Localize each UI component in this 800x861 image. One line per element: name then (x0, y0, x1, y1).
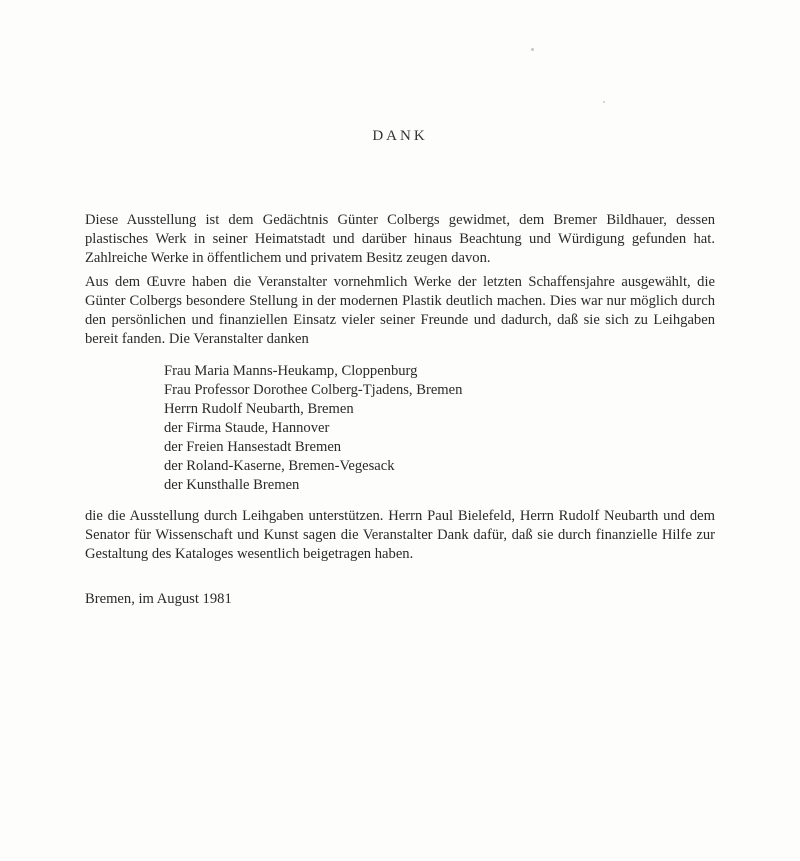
support-paragraph: die die Ausstellung durch Leihgaben unterstützen. Herrn Paul Bielefeld, Herrn Rudolf Neubarth und dem Senator für Wissenschaft und Kunst sagen die Veranstalter Dank dafür, daß sie durch finanzielle Hilfe zur Gestaltung des Kataloges wesentlich beigetragen haben. (85, 508, 715, 562)
lender-item: der Kunsthalle Bremen (164, 477, 300, 493)
paper-speck (531, 48, 534, 51)
lender-item: Frau Professor Dorothee Colberg-Tjadens, Bremen (164, 382, 463, 398)
place-date-line: Bremen, im August 1981 (85, 591, 232, 607)
intro-paragraph: Diese Ausstellung ist dem Gedächtnis Günter Colbergs gewidmet, dem Bremer Bildhauer, dessen plastisches Werk in seiner Heimatstadt und darüber hinaus Beachtung und Würdigung gefunden hat. Zahlreiche Werke in öffentlichem und privatem Besitz zeugen davon. (85, 212, 715, 266)
paper-speck (603, 101, 605, 103)
page-title: DANK (372, 128, 428, 144)
lender-item: Herrn Rudolf Neubarth, Bremen (164, 401, 354, 417)
lender-item: Frau Maria Manns-Heukamp, Cloppenburg (164, 363, 418, 379)
lender-item: der Roland-Kaserne, Bremen-Vegesack (164, 458, 395, 474)
oeuvre-paragraph: Aus dem Œuvre haben die Veranstalter vornehmlich Werke der letzten Schaffensjahre ausgewählt, die Günter Colbergs besondere Stellung in der modernen Plastik deutlich machen. Dies war nur möglich durch den persönlichen und finanziellen Einsatz vieler seiner Freunde und dadurch, daß sie sich zu Leihgaben bereit fanden. Die Veranstalter danken (85, 274, 715, 347)
lender-item: der Freien Hansestadt Bremen (164, 439, 342, 455)
lender-list (164, 362, 462, 495)
lender-item: der Firma Staude, Hannover (164, 420, 330, 436)
